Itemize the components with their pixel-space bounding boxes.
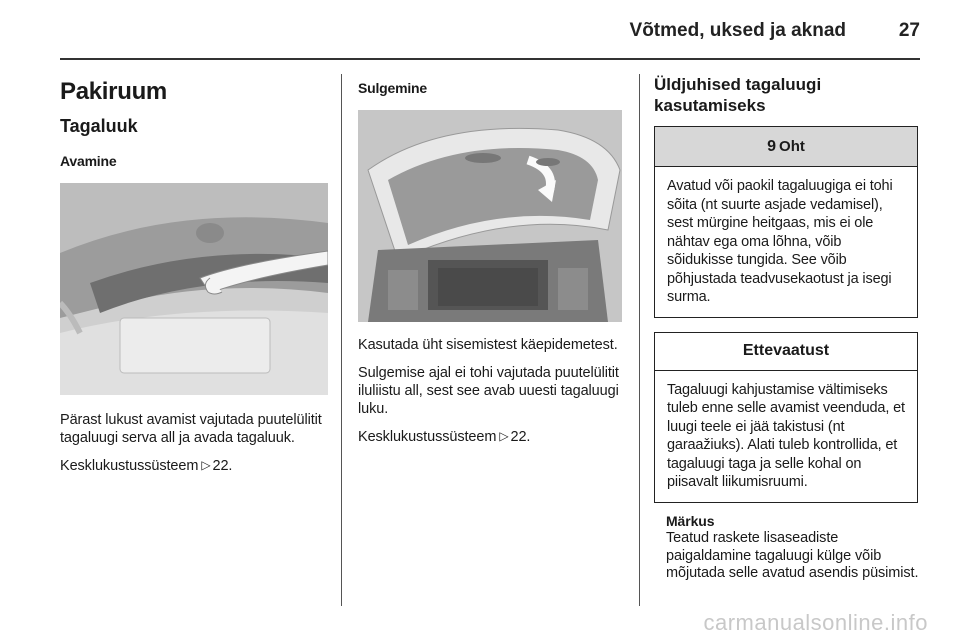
xref-page: 22. [510, 429, 531, 445]
column-general [654, 74, 920, 583]
page-number: 27 [898, 20, 920, 41]
note-title: Märkus [666, 512, 715, 529]
subheading: Tagaluuk [60, 116, 138, 136]
danger-header [655, 127, 917, 167]
warning-triangle-icon: 9 [767, 137, 777, 155]
closing-warning-text: Sulgemise ajal ei tohi vajutada puutelülitit iluliistu all, sest see avab uuesti tagaluugi luku. [358, 365, 619, 417]
xref-central-locking[interactable] [358, 428, 624, 446]
opening-instruction: Pärast lukust avamist vajutada puutelülitit tagaluugi serva all ja avada tagaluuk. [60, 412, 322, 446]
caution-box [654, 332, 918, 503]
section-heading-opening: Avamine [60, 153, 117, 169]
column-opening [60, 74, 328, 475]
note-block [666, 513, 920, 583]
note-text: Teatud raskete lisaseadiste paigaldamine tagaluugi külge võib mõjutada selle avatud asendis püsimist. [666, 530, 919, 581]
watermark: carmanualsonline.info [703, 610, 928, 635]
tailgate-closing-photo [358, 110, 622, 322]
xref-arrow-icon: ▷ [499, 429, 509, 443]
xref-central-locking[interactable] [60, 457, 328, 475]
column-closing [358, 74, 624, 446]
general-heading [654, 74, 920, 116]
caution-header: Ettevaatust [655, 333, 917, 371]
header-title: Võtmed, uksed ja aknad [629, 20, 846, 41]
caution-text: Tagaluugi kahjustamise vältimiseks tuleb enne selle avamist veenduda, et luugi teele ei jää takistusi (nt garaažiuks). Alati tuleb kontrollida, et tagaluugi taga ja selle kohal on piisavalt liikumisruumi. [667, 381, 905, 490]
danger-box [654, 126, 918, 318]
xref-arrow-icon: ▷ [201, 458, 211, 472]
header-rule [60, 58, 920, 60]
column-divider [639, 74, 640, 606]
chapter-heading: Pakiruum [60, 78, 167, 105]
xref-text: Kesklukustussüsteem [60, 458, 199, 474]
xref-page: 22. [212, 458, 233, 474]
danger-title: Oht [779, 138, 805, 155]
column-divider [341, 74, 342, 606]
xref-text: Kesklukustussüsteem [358, 429, 497, 445]
tailgate-opening-photo [60, 183, 328, 395]
closing-instruction: Kasutada üht sisemistest käepidemetest. [358, 337, 618, 353]
section-heading-closing: Sulgemine [358, 80, 427, 96]
general-heading-line1: Üldjuhised tagaluugi [654, 75, 822, 94]
general-heading-line2: kasutamiseks [654, 96, 766, 115]
danger-text: Avatud või paokil tagaluugiga ei tohi sõita (nt suurte asjade vedamisel), sest mürgine heitgaas, mis ei ole nähtav ega oma lõhna, võib sõidukisse tungida. See võib põhjustada teadvusekaotust ja isegi surma. [667, 178, 893, 305]
page-header [0, 0, 960, 62]
